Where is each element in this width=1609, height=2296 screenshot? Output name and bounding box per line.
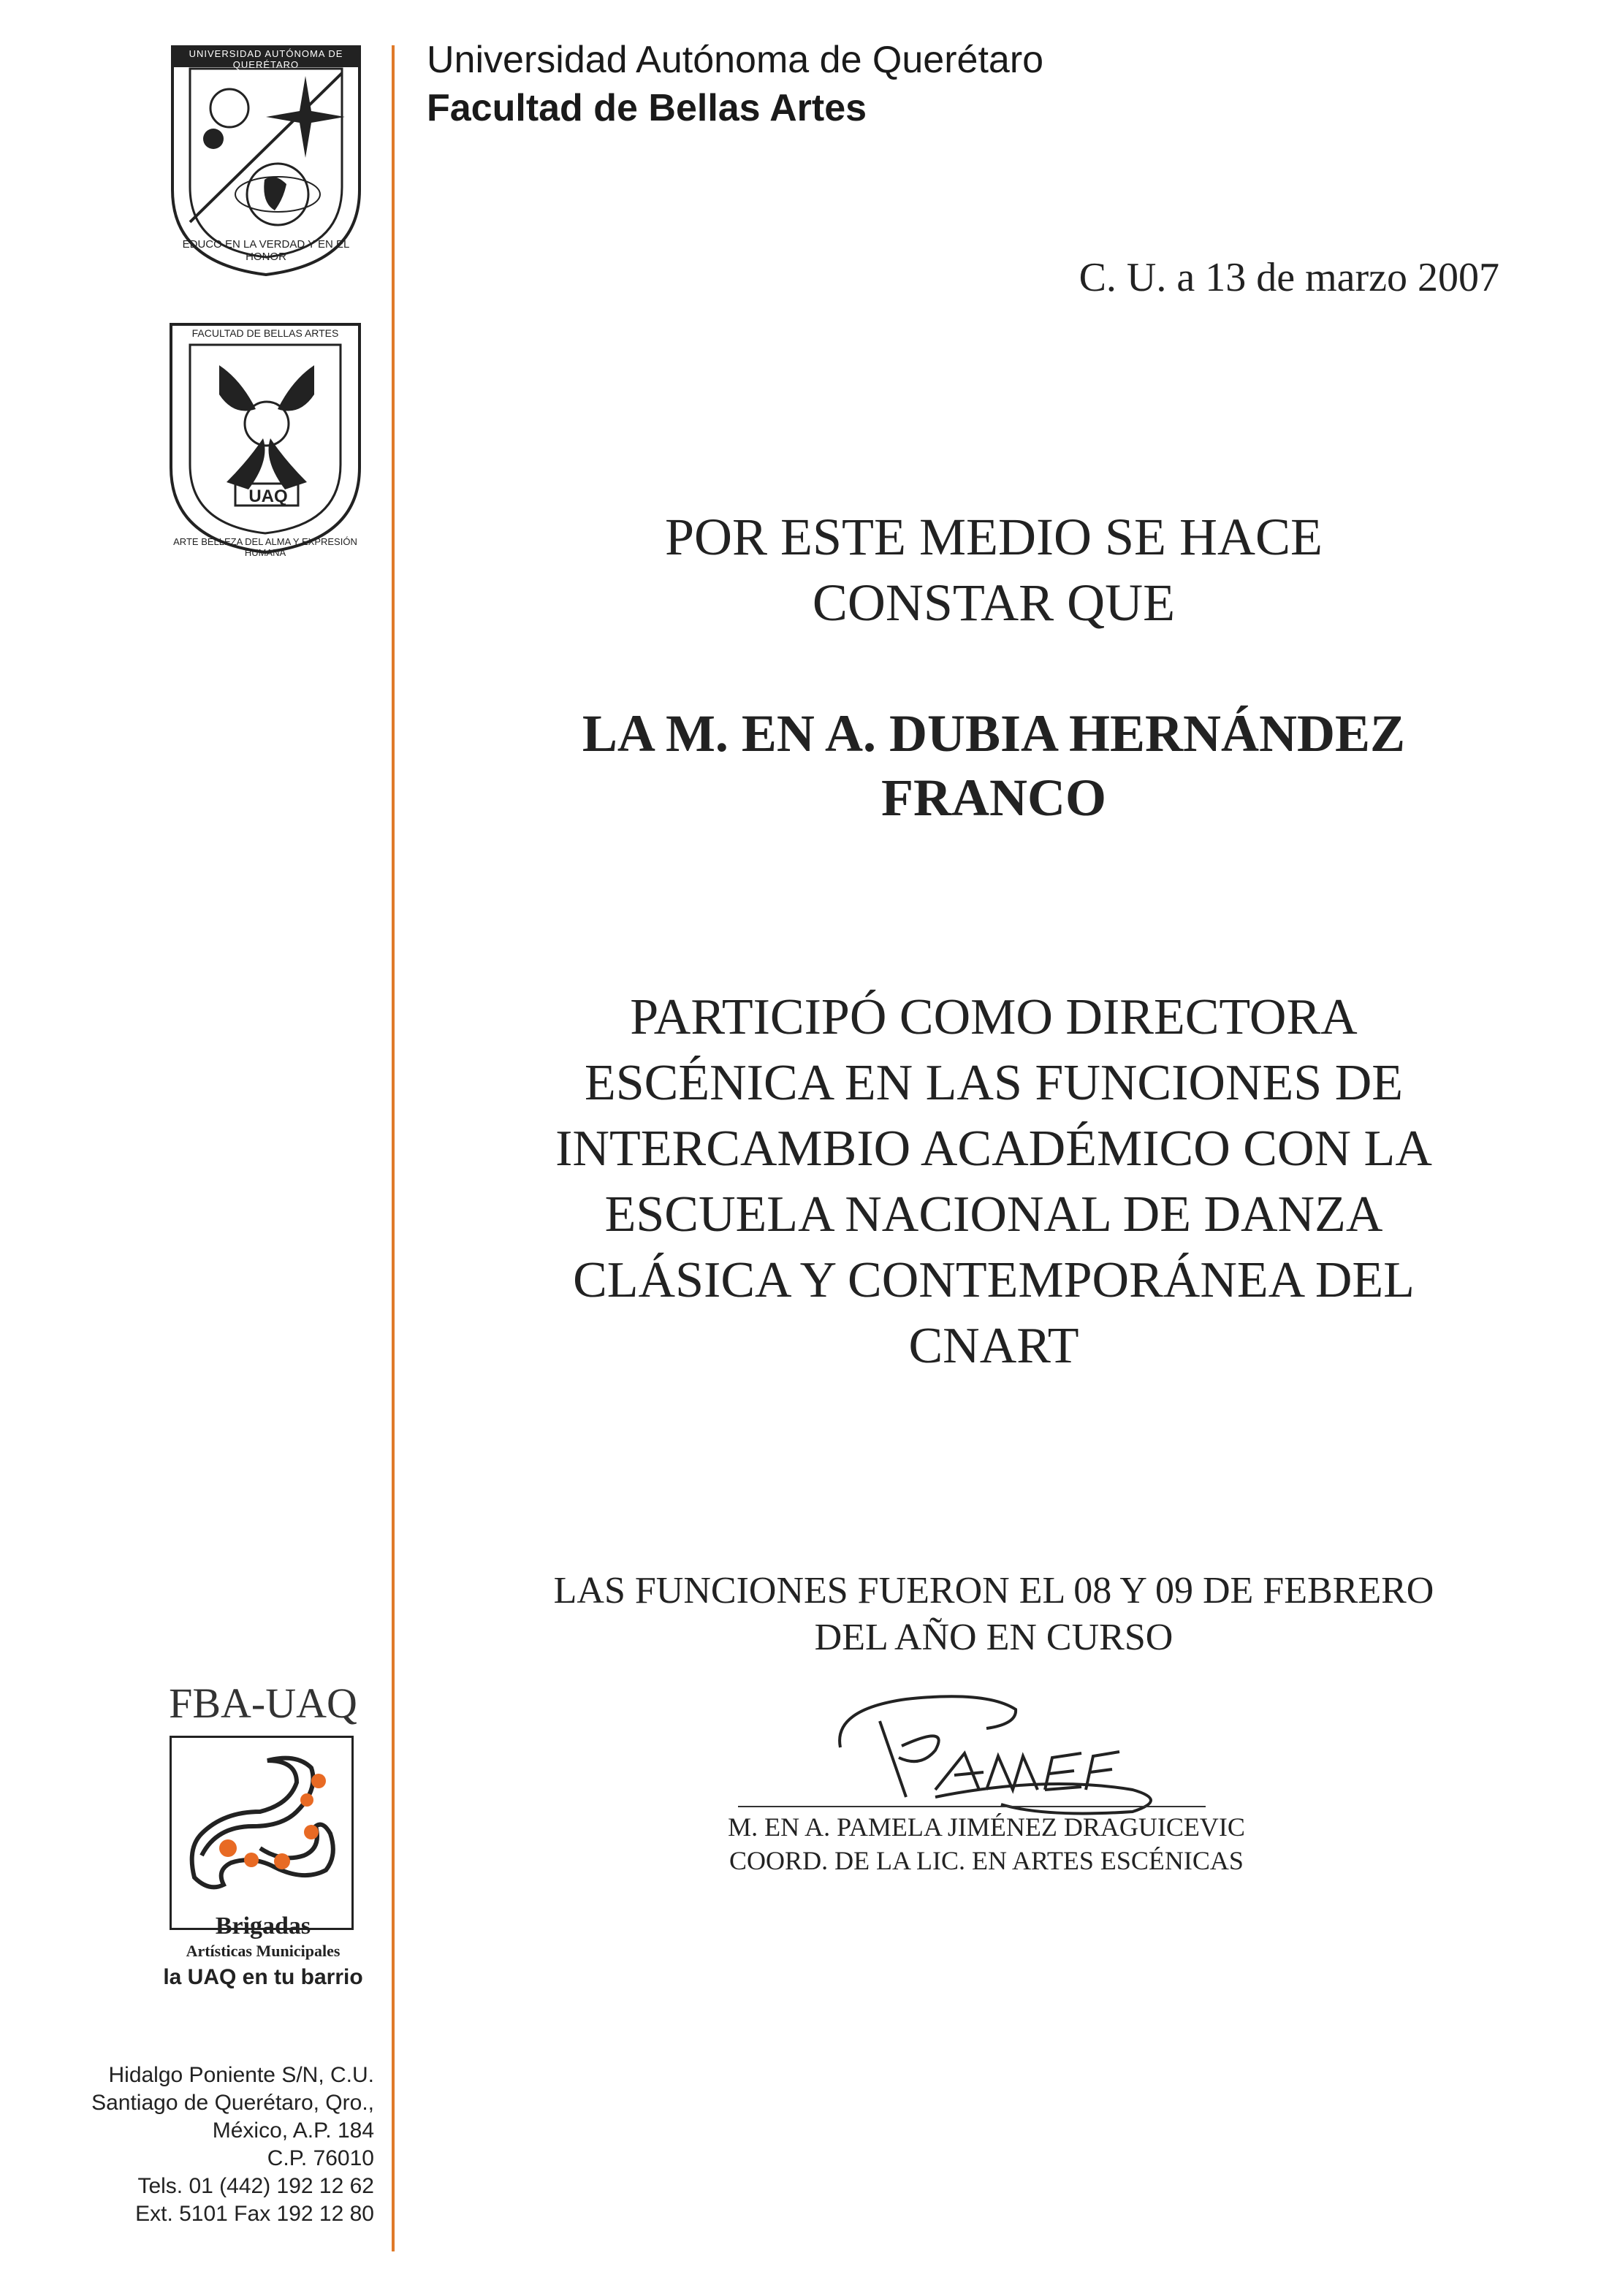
statement-line: CLÁSICA Y CONTEMPORÁNEA DEL — [573, 1252, 1415, 1308]
seal-top-motto: EDUCO EN LA VERDAD Y EN EL HONOR — [182, 238, 350, 263]
faculty-seal-ring-text: FACULTAD DE BELLAS ARTES — [191, 327, 339, 339]
address-line: C.P. 76010 — [267, 2146, 374, 2170]
address-block — [91, 2062, 374, 2228]
address-line: México, A.P. 184 — [212, 2118, 374, 2143]
brigadas-title: Brigadas — [215, 1912, 311, 1940]
statement-line: CNART — [908, 1318, 1079, 1374]
faculty-name: Facultad de Bellas Artes — [427, 87, 867, 129]
university-name: Universidad Autónoma de Querétaro — [427, 39, 1044, 81]
statement-text — [424, 985, 1564, 1379]
seal-top-ring-text: UNIVERSIDAD AUTÓNOMA DE QUERÉTARO — [189, 48, 343, 70]
fba-uaq-label: FBA-UAQ — [169, 1679, 357, 1727]
intro-line: CONSTAR QUE — [812, 573, 1176, 632]
faculty-seal-mark: UAQ — [248, 487, 288, 506]
statement-line: INTERCAMBIO ACADÉMICO CON LA — [555, 1121, 1432, 1177]
address-line: Hidalgo Poniente S/N, C.U. — [108, 2063, 374, 2087]
recipient-name-line: LA M. EN A. DUBIA HERNÁNDEZ — [582, 704, 1406, 763]
intro-text — [424, 504, 1564, 636]
recipient-name-line: FRANCO — [881, 768, 1106, 827]
statement-line: ESCUELA NACIONAL DE DANZA — [604, 1186, 1383, 1243]
handwritten-signature-icon — [826, 1680, 1176, 1819]
brigadas-animal-icon — [172, 1739, 352, 1914]
vertical-divider — [392, 45, 395, 2251]
signatory-name: M. EN A. PAMELA JIMÉNEZ DRAGUICEVIC — [728, 1812, 1245, 1842]
faculty-seal-motto: ARTE BELLEZA DEL ALMA Y EXPRESIÓN HUMANA — [173, 536, 357, 558]
faculty-seal-icon — [168, 321, 362, 555]
event-dates-line: LAS FUNCIONES FUERON EL 08 Y 09 DE FEBRERO — [553, 1570, 1434, 1612]
address-line: Santiago de Querétaro, Qro., — [91, 2091, 374, 2115]
address-line: Ext. 5101 Fax 192 12 80 — [135, 2202, 374, 2226]
recipient-name — [424, 701, 1564, 830]
signature-line — [738, 1806, 1206, 1807]
document-date: C. U. a 13 de marzo 2007 — [1079, 255, 1499, 300]
brigadas-tagline: la UAQ en tu barrio — [163, 1965, 363, 1989]
statement-line: PARTICIPÓ COMO DIRECTORA — [630, 989, 1358, 1045]
brigadas-subtitle: Artísticas Municipales — [186, 1942, 341, 1960]
event-dates-line: DEL AÑO EN CURSO — [814, 1617, 1174, 1658]
signatory — [511, 1810, 1461, 1877]
event-dates-text — [424, 1568, 1564, 1661]
statement-line: ESCÉNICA EN LAS FUNCIONES DE — [584, 1055, 1404, 1111]
intro-line: POR ESTE MEDIO SE HACE — [664, 508, 1323, 566]
signatory-title: COORD. DE LA LIC. EN ARTES ESCÉNICAS — [729, 1846, 1244, 1875]
address-line: Tels. 01 (442) 192 12 62 — [137, 2174, 374, 2198]
